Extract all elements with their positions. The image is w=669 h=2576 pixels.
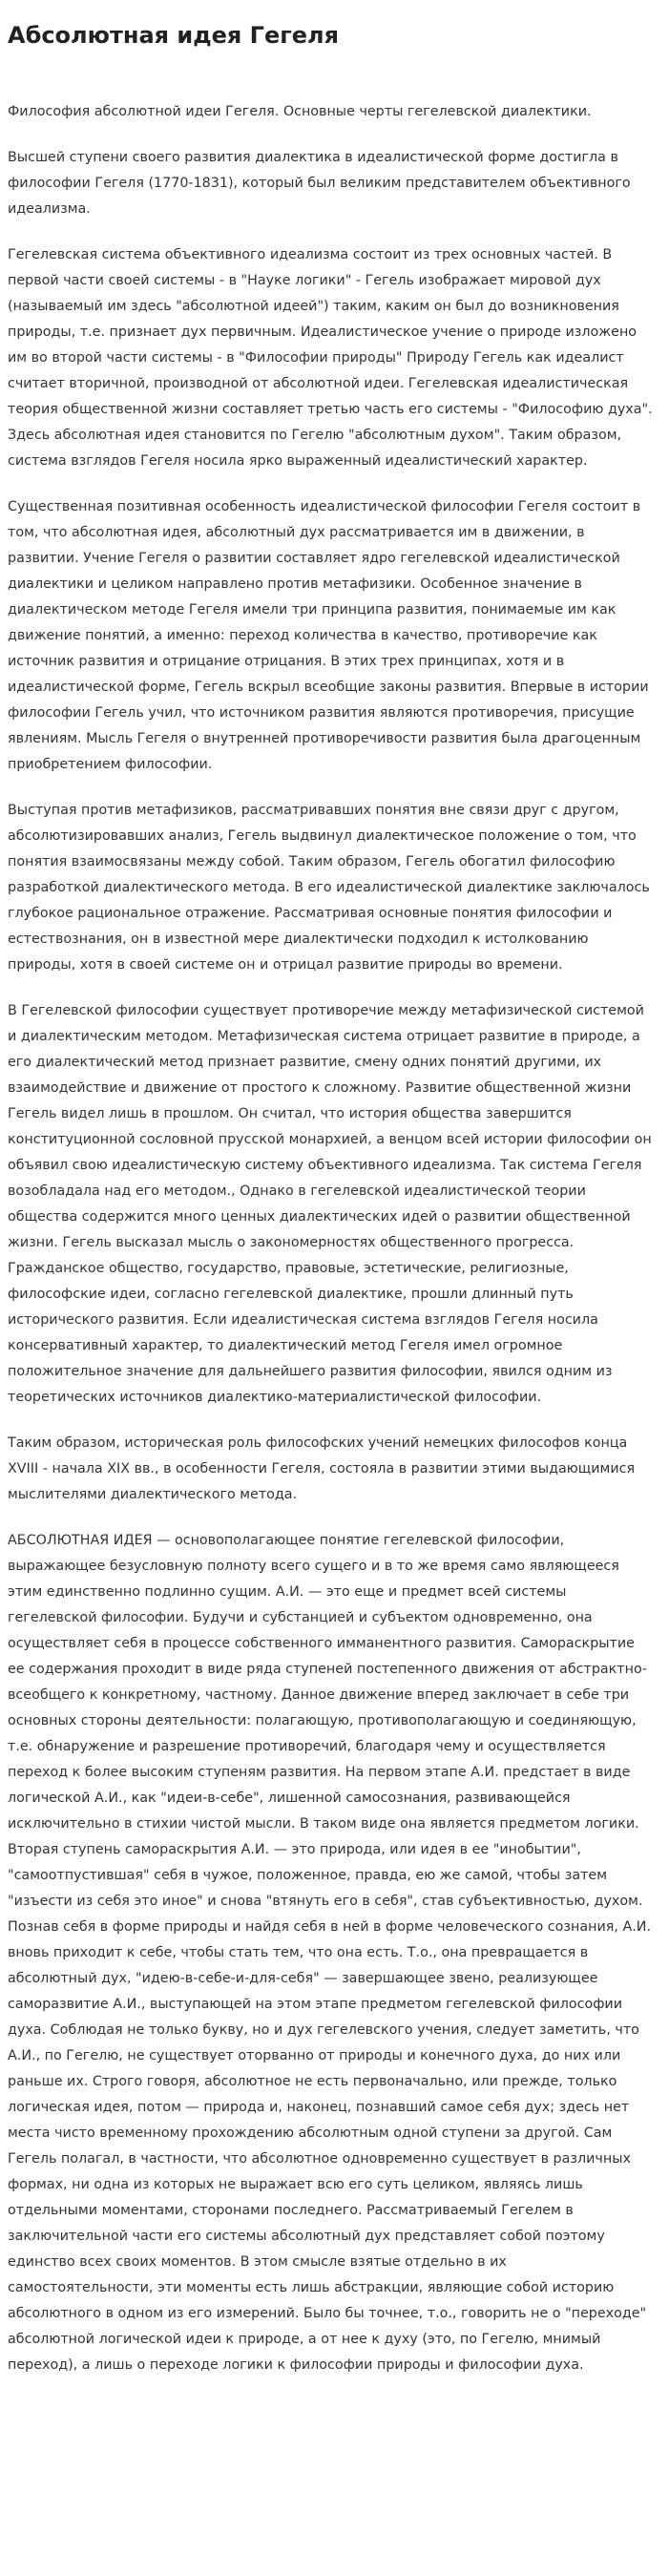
page-title: Абсолютная идея Гегеля: [8, 22, 340, 49]
paragraph: Высшей ступени своего развития диалектика в идеалистической форме достигла в философии Гегеля (1770-1831), который был великим представителем объективного идеализма.: [8, 150, 631, 217]
paragraph: Выступая против метафизиков, рассматривавших понятия вне связи друг с другом, абсолютизировавших анализ, Гегель выдвинул диалектическое положение о том, что понятия взаимосвязаны между собой. Таким образом, Гегель обогатил философию разработкой диалектического метода. В его идеалистической диалектике заключалось глубокое рациональное отражение. Рассматривая основные понятия философии и естествознания, он в известной мере диалектически подходил к истолкованию природы, хотя в своей системе он и отрицал развитие природы во времени.: [8, 803, 650, 973]
paragraph-definition: АБСОЛЮТНАЯ ИДЕЯ — основополагающее понятие гегелевской философии, выражающее безусловную полноту всего сущего и в то же время само являющееся этим единственно подлинно сущим. А.И. — это еще и предмет всей системы гегелевской философии. Будучи и субстанцией и субъектом одновременно, она осуществляет себя в процессе собственного имманентного развития. Самораскрытие ее содержания проходит в виде ряда ступеней постепенного движения от абстрактно-всеобщего к конкретному, частному. Данное движение вперед заключает в себе три основных стороны деятельности: полагающую, противополагающую и соединяющую, т.е. обнаружение и разрешение противоречий, благодаря чему и осуществляется переход к более высоким ступеням развития. На первом этапе А.И. предстает в виде логической А.И., как "идеи-в-себе", лишенной самосознания, развивающейся исключительно в стихии чистой мысли. В таком виде она является предметом логики. Вторая ступень самораскрытия А.И. — это природа, или идея в ее "инобытии", "самоотпустившая" себя в чужое, положенное, правда, ею же самой, чтобы затем "изъести из себя это иное" и снова "втянуть его в себя", став субъективностью, духом. Познав себя в форме природы и найдя себя в ней в форме человеческого сознания, А.И. вновь приходит к себе, чтобы стать тем, что она есть. Т.о., она превращается в абсолютный дух, "идею-в-себе-и-для-себя" — завершающее звено, реализующее саморазвитие А.И., выступающей на этом этапе предметом гегелевской философии духа. Соблюдая не только букву, но и дух гегелевского учения, следует заметить, что А.И., по Гегелю, не существует оторванно от природы и конечного духа, до них или раньше их. Строго говоря, абсолютное не есть первоначально, или прежде, только логическая идея, потом — природа и, наконец, познавший самое себя дух; здесь нет места чисто временному прохождению абсолютным одной ступени за другой. Сам Гегель полагал, в частности, что абсолютное одновременно существует в различных формах, ни одна из которых не выражает всю его суть целиком, являясь лишь отдельными моментами, сторонами последнего. Рассматриваемый Гегелем в заключительной части его системы абсолютный дух представляет собой поэтому единство всех своих моментов. В этом смысле взятые отдельно в их самостоятельности, эти моменты есть лишь абстракции, являющие собой историю абсолютного в одном из его измерений. Было бы точнее, т.о., говорить не о "переходе" абсолютной логической идеи к природе, а от нее к духу (это, по Гегелю, мнимый переход), а лишь о переходе логики к философии природы и философии духа.: [8, 1533, 652, 2373]
paragraph-intro-heading: Философия абсолютной идеи Гегеля. Основные черты гегелевской диалектики.: [8, 104, 592, 119]
paragraph: Таким образом, историческая роль философских учений немецких философов конца XVIII - начала XIX вв., в особенности Гегеля, состояла в развитии этими выдающимися мыслителями диалектического метода.: [8, 1435, 636, 1502]
paragraph: В Гегелевской философии существует противоречие между метафизической системой и диалектическим методом. Метафизическая система отрицает развитие в природе, а его диалектический метод признает развитие, смену одних понятий другими, их взаимодействие и движение от простого к сложному. Развитие общественной жизни Гегель видел лишь в прошлом. Он считал, что история общества завершится конституционной сословной прусской монархией, а венцом всей истории философии он объявил свою идеалистическую систему объективного идеализма. Так система Гегеля возобладала над его методом., Однако в гегелевской идеалистической теории общества содержится много ценных диалектических идей о развитии общественной жизни. Гегель высказал мысль о закономерностях общественного прогресса. Гражданское общество, государство, правовые, эстетические, религиозные, философские идеи, согласно гегелевской диалектике, прошли длинный путь исторического развития. Если идеалистическая система взглядов Гегеля носила консервативный характер, то диалектический метод Гегеля имел огромное положительное значение для дальнейшего развития философии, явился одним из теоретических источников диалектико-материалистической философии.: [8, 1003, 652, 1405]
paragraph: Существенная позитивная особенность идеалистической философии Гегеля состоит в том, что абсолютная идея, абсолютный дух рассматривается им в движении, в развитии. Учение Гегеля о развитии составляет ядро гегелевской идеалистической диалектики и целиком направлено против метафизики. Особенное значение в диалектическом методе Гегеля имели три принципа развития, понимаемые им как движение понятий, а именно: переход количества в качество, противоречие как источник развития и отрицание отрицания. В этих трех принципах, хотя и в идеалистической форме, Гегель вскрыл всеобщие законы развития. Впервые в истории философии Гегель учил, что источником развития являются противоречия, присущие явлениям. Мысль Гегеля о внутренней противоречивости развития была драгоценным приобретением философии.: [8, 499, 649, 772]
paragraph: Гегелевская система объективного идеализма состоит из трех основных частей. В первой части своей системы - в "Науке логики" - Гегель изображает мировой дух (называемый им здесь "абсолютной идеей") таким, каким он был до возникновения природы, т.е. признает дух первичным. Идеалистическое учение о природе изложено им во второй части системы - в "Философии природы" Природу Гегель как идеалист считает вторичной, производной от абсолютной идеи. Гегелевская идеалистическая теория общественной жизни составляет третью часть его системы - "Философию духа". Здесь абсолютная идея становится по Гегелю "абсолютным духом". Таким образом, система взглядов Гегеля носила ярко выраженный идеалистический характер.: [8, 247, 653, 469]
